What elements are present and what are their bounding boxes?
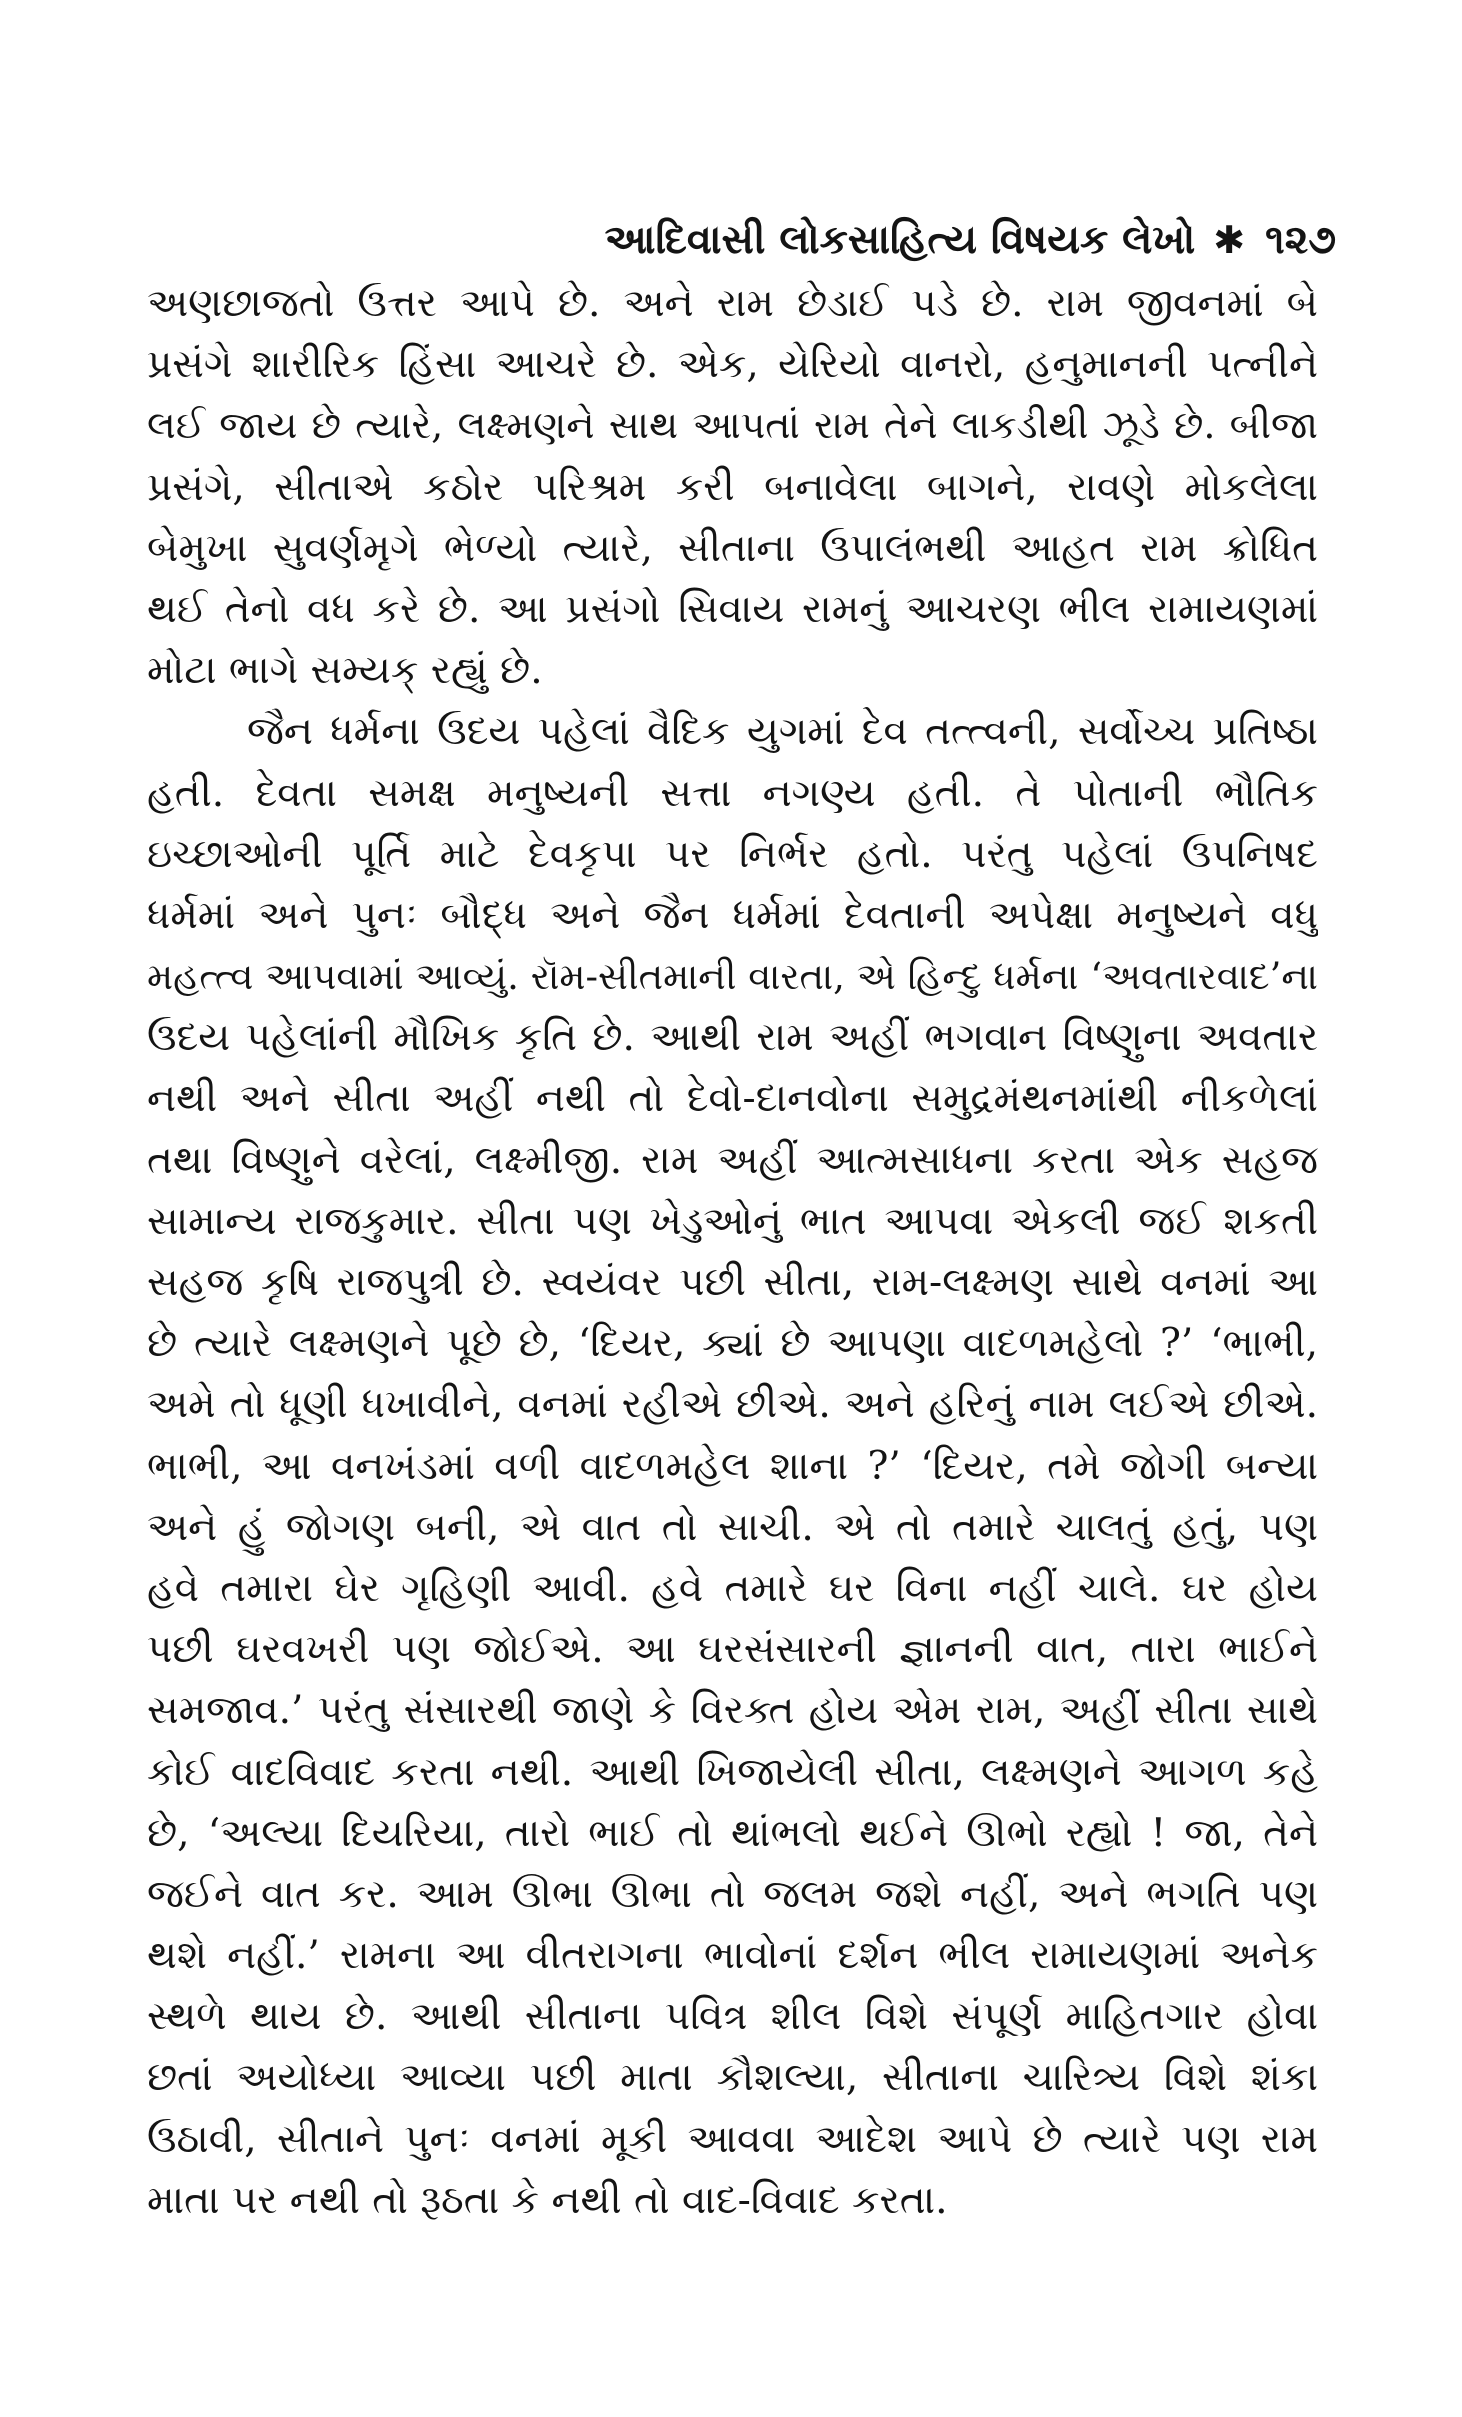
- text-line: છે ત્યારે લક્ષ્મણને પૂછે છે, ‘દિયર, ક્યાં છે આપણા વાદળમહેલો ?’ ‘ભાભી,: [147, 1321, 1318, 1367]
- paragraph: [147, 701, 1318, 2231]
- text-line: અને હું જોગણ બની, એ વાત તો સાચી. એ તો તમારે ચાલતું હતું, પણ: [147, 1504, 1318, 1550]
- text-line: હતી. દેવતા સમક્ષ મનુષ્યની સત્તા નગણ્ય હતી. તે પોતાની ભૌતિક: [147, 770, 1318, 816]
- running-header-title: આદિવાસી લોકસાહિત્ય વિષયક લેખો: [604, 216, 1196, 263]
- text-line: સહજ કૃષિ રાજપુત્રી છે. સ્વયંવર પછી સીતા, રામ-લક્ષ્મણ સાથે વનમાં આ: [147, 1260, 1318, 1305]
- text-line: અણછાજતો ઉત્તર આપે છે. અને રામ છેડાઈ પડે છે. રામ જીવનમાં બે: [147, 281, 1318, 326]
- text-line: છતાં અયોધ્યા આવ્યા પછી માતા કૌશલ્યા, સીતાના ચારિત્ર્ય વિશે શંકા: [147, 2055, 1318, 2101]
- text-line: સામાન્ય રાજકુમાર. સીતા પણ ખેડુઓનું ભાત આપવા એકલી જઈ શકતી: [147, 1198, 1318, 1244]
- text-line: નથી અને સીતા અહીં નથી તો દેવો-દાનવોના સમુદ્રમંથનમાંથી નીકળેલાં: [147, 1076, 1318, 1122]
- text-line: છે, ‘અલ્યા દિયરિયા, તારો ભાઈ તો થાંભલો થઈને ઊભો રહ્યો ! જા, તેને: [147, 1810, 1318, 1856]
- text-line: જૈન ધર્મના ઉદય પહેલાં વૈદિક યુગમાં દેવ તત્ત્વની, સર્વોચ્ચ પ્રતિષ્ઠા: [247, 709, 1318, 755]
- text-line: સમજાવ.’ પરંતુ સંસારથી જાણે કે વિરક્ત હોય એમ રામ, અહીં સીતા સાથે: [147, 1688, 1318, 1734]
- text-line: થઈ તેનો વધ કરે છે. આ પ્રસંગો સિવાય રામનું આચરણ ભીલ રામાયણમાં: [147, 586, 1318, 632]
- text-line: પછી ઘરવખરી પણ જોઈએ. આ ઘરસંસારની જ્ઞાનની વાત, તારા ભાઈને: [147, 1627, 1318, 1673]
- text-line: પ્રસંગે શારીરિક હિંસા આચરે છે. એક, યેરિયો વાનરો, હનુમાનની પત્નીને: [147, 342, 1318, 388]
- text-line: મોટા ભાગે સમ્યક્ રહ્યું છે.: [147, 648, 543, 694]
- text-line: ધર્મમાં અને પુનઃ બૌદ્ધ અને જૈન ધર્મમાં દેવતાની અપેક્ષા મનુષ્યને વધુ: [147, 892, 1318, 938]
- text-line: ઉઠાવી, સીતાને પુનઃ વનમાં મૂકી આવવા આદેશ આપે છે ત્યારે પણ રામ: [147, 2116, 1318, 2162]
- running-header: [605, 211, 1336, 269]
- text-line: તથા વિષ્ણુને વરેલાં, લક્ષ્મીજી. રામ અહીં આત્મસાધના કરતા એક સહજ: [147, 1137, 1318, 1183]
- text-line: અમે તો ધૂણી ધખાવીને, વનમાં રહીએ છીએ. અને હરિનું નામ લઈએ છીએ.: [147, 1382, 1318, 1428]
- text-line: કોઈ વાદવિવાદ કરતા નથી. આથી ખિજાયેલી સીતા, લક્ષ્મણને આગળ કહે: [147, 1749, 1318, 1795]
- text-line: માતા પર નથી તો રૂઠતા કે નથી તો વાદ-વિવાદ કરતા.: [147, 2177, 948, 2223]
- text-line: જઈને વાત કર. આમ ઊભા ઊભા તો જલમ જશે નહીં, અને ભગતિ પણ: [147, 1871, 1318, 1917]
- paragraph: [147, 273, 1318, 701]
- text-line: હવે તમારા ઘેર ગૃહિણી આવી. હવે તમારે ઘર વિના નહીં ચાલે. ઘર હોય: [147, 1565, 1318, 1611]
- text-line: લઈ જાય છે ત્યારે, લક્ષ્મણને સાથ આપતાં રામ તેને લાકડીથી ઝૂડે છે. બીજા: [147, 403, 1318, 448]
- text-line: ભાભી, આ વનખંડમાં વળી વાદળમહેલ શાના ?’ ‘દિયર, તમે જોગી બન્યા: [147, 1443, 1318, 1489]
- text-line: સ્થળે થાય છે. આથી સીતાના પવિત્ર શીલ વિશે સંપૂર્ણ માહિતગાર હોવા: [147, 1994, 1318, 2040]
- text-line: પ્રસંગે, સીતાએ કઠોર પરિશ્રમ કરી બનાવેલા બાગને, રાવણે મોકલેલા: [147, 464, 1318, 510]
- body-text: [147, 273, 1318, 2231]
- text-line: ઉદય પહેલાંની મૌખિક કૃતિ છે. આથી રામ અહીં ભગવાન વિષ્ણુના અવતાર: [147, 1015, 1318, 1061]
- text-line: ઇચ્છાઓની પૂર્તિ માટે દેવકૃપા પર નિર્ભર હતો. પરંતુ પહેલાં ઉપનિષદ: [147, 831, 1318, 877]
- asterisk-ornament-icon: ✱: [1213, 218, 1246, 262]
- text-line: થશે નહીં.’ રામના આ વીતરાગના ભાવોનાં દર્શન ભીલ રામાયણમાં અનેક: [147, 1933, 1318, 1979]
- text-line: બેમુખા સુવર્ણમૃગે ભેળ્યો ત્યારે, સીતાના ઉપાલંભથી આહત રામ ક્રોધિત: [147, 525, 1318, 571]
- text-line: મહત્ત્વ આપવામાં આવ્યું. રૉમ-સીતમાની વારતા, એ હિન્દુ ધર્મના ‘અવતારવાદ’ના: [147, 955, 1318, 999]
- page-number: ૧૨૭: [1265, 216, 1336, 263]
